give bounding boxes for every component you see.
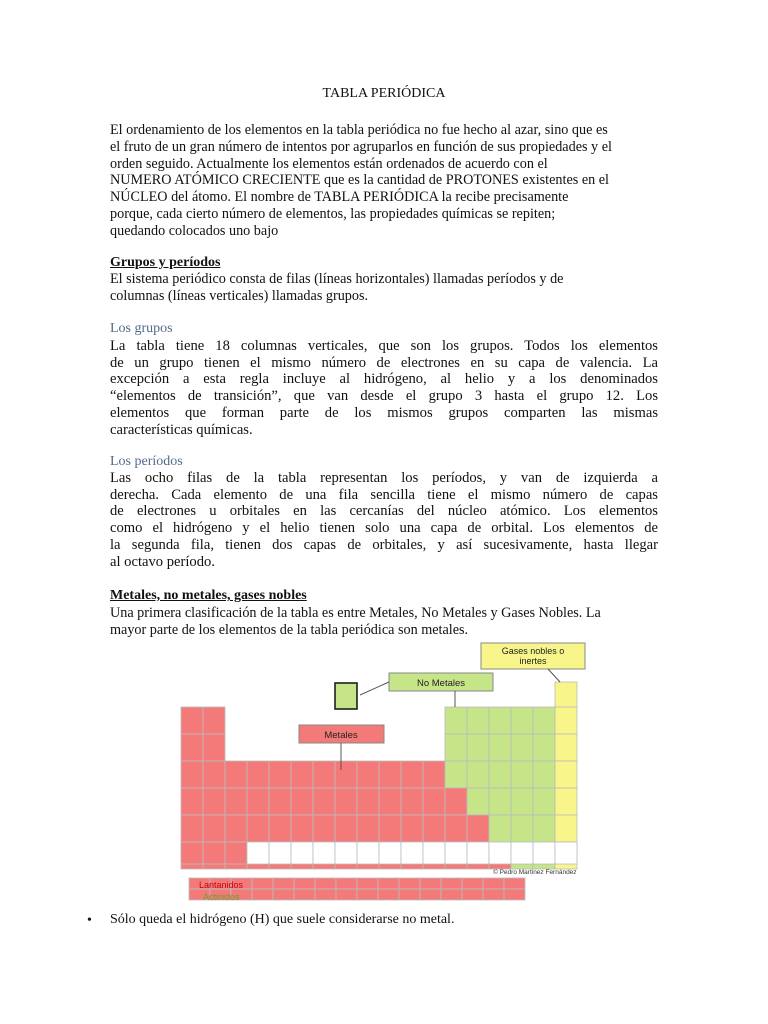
metal-cell	[181, 788, 203, 815]
nonmetal-cell	[533, 707, 555, 734]
lanthanide-cell	[420, 878, 441, 889]
paragraph-line: características químicas.	[110, 421, 253, 438]
empty-cell	[533, 842, 555, 864]
metal-cell	[203, 842, 225, 864]
paragraph-line: El sistema periódico consta de filas (líneas horizontales) llamadas períodos y de	[110, 271, 564, 287]
nonmetal-cell	[467, 788, 489, 815]
metal-cell	[335, 788, 357, 815]
paragraph-line: Las ocho filas de la tabla representan los períodos, y van de izquierda a	[110, 470, 658, 486]
metal-cell	[269, 788, 291, 815]
intro-line: orden seguido. Actualmente los elementos están ordenados de acuerdo con el	[110, 155, 548, 172]
empty-cell	[313, 842, 335, 864]
lanthanide-cell	[357, 878, 378, 889]
hydrogen-box	[335, 683, 357, 709]
nonmetal-cell	[445, 707, 467, 734]
metal-cell	[445, 815, 467, 842]
nonmetal-cell	[467, 707, 489, 734]
metales-label: Metales	[324, 730, 358, 741]
nonmetal-cell	[489, 761, 511, 788]
nonmetal-cell	[511, 788, 533, 815]
metal-cell	[203, 761, 225, 788]
gases-nobles-label-line1: Gases nobles o	[501, 646, 565, 656]
paragraph-line: excepción a esta regla incluye al hidrógeno, al helio y a los denominados	[110, 371, 658, 388]
paragraph-line: mayor parte de los elementos de la tabla periódica son metales.	[110, 621, 469, 638]
intro-line: quedando colocados uno bajo	[110, 222, 279, 239]
bullet-marker: •	[87, 913, 92, 928]
metal-cell	[225, 761, 247, 788]
noble-cell	[555, 761, 577, 788]
metal-cell	[269, 761, 291, 788]
intro-line: El ordenamiento de los elementos en la tabla periódica no fue hecho al azar, sino que es	[110, 122, 608, 138]
no-metales-label: No Metales	[416, 678, 466, 689]
actinide-cell	[504, 889, 525, 900]
nonmetal-cell	[489, 707, 511, 734]
empty-cell	[555, 842, 577, 864]
nonmetal-cell	[489, 734, 511, 761]
copyright-text: © Pedro Martinez Fernández	[493, 869, 577, 876]
gases-arrow	[548, 669, 560, 682]
metal-cell	[181, 842, 203, 864]
metal-cell	[313, 761, 335, 788]
paragraph-line: “elementos de transición”, que van desde el grupo 3 hasta el grupo 12. Los	[110, 388, 658, 405]
metal-cell	[203, 734, 225, 761]
nonmetal-cell	[445, 761, 467, 788]
metal-cell	[445, 788, 467, 815]
metal-cell	[225, 788, 247, 815]
metal-cell	[423, 761, 445, 788]
paragraph-line: de electrones u orbitales en las cercanías del núcleo atómico. Los elementos	[110, 503, 658, 520]
lanthanide-cell	[441, 878, 462, 889]
nonmetal-cell	[533, 815, 555, 842]
metal-cell	[313, 815, 335, 842]
lanthanide-cell	[252, 878, 273, 889]
paragraph-line: La tabla tiene 18 columnas verticales, que son los grupos. Todos los elementos	[110, 338, 658, 354]
metal-cell	[379, 815, 401, 842]
los-periodos-heading: Los períodos	[110, 454, 183, 469]
nonmetal-cell	[511, 815, 533, 842]
metal-cell	[401, 761, 423, 788]
lanthanide-cell	[483, 878, 504, 889]
page-title: TABLA PERIÓDICA	[322, 86, 446, 101]
actinide-cell	[462, 889, 483, 900]
metal-cell	[313, 788, 335, 815]
metal-cell	[225, 842, 247, 864]
metal-cell	[247, 815, 269, 842]
actinide-cell	[252, 889, 273, 900]
intro-line: el fruto de un gran número de intentos por agruparlos en función de sus propiedades y el	[110, 138, 612, 155]
lanthanide-cell	[336, 878, 357, 889]
los-grupos-heading: Los grupos	[110, 321, 173, 336]
metal-cell	[335, 815, 357, 842]
metal-cell	[379, 761, 401, 788]
nonmetal-cell	[511, 761, 533, 788]
metal-cell	[357, 815, 379, 842]
no-metales-arrow-left	[360, 682, 389, 695]
lanthanide-cell	[378, 878, 399, 889]
actinide-cell	[441, 889, 462, 900]
paragraph-line: al octavo período.	[110, 553, 215, 570]
lanthanide-cell	[315, 878, 336, 889]
paragraph-line: Una primera clasificación de la tabla es entre Metales, No Metales y Gases Nobles. La	[110, 605, 601, 621]
empty-cell	[291, 842, 313, 864]
empty-cell	[401, 842, 423, 864]
actinide-cell	[336, 889, 357, 900]
paragraph-line: de un grupo tienen el mismo número de electrones en su capa de valencia. La	[110, 354, 658, 371]
metal-cell	[181, 761, 203, 788]
actinide-cell	[399, 889, 420, 900]
grupos-periodos-heading: Grupos y períodos	[110, 255, 221, 270]
nonmetal-cell	[511, 707, 533, 734]
lanthanide-cell	[504, 878, 525, 889]
metal-cell	[291, 815, 313, 842]
empty-cell	[467, 842, 489, 864]
intro-line: NÚCLEO del átomo. El nombre de TABLA PERIÓDICA la recibe precisamente	[110, 189, 569, 206]
nonmetal-cell	[467, 734, 489, 761]
metal-cell	[379, 788, 401, 815]
lantanidos-label: Lantanidos	[199, 880, 244, 890]
metal-cell	[181, 734, 203, 761]
actinide-cell	[483, 889, 504, 900]
nonmetal-cell	[533, 788, 555, 815]
metal-cell	[291, 788, 313, 815]
metal-cell	[203, 707, 225, 734]
empty-cell	[335, 842, 357, 864]
nonmetal-cell	[489, 788, 511, 815]
empty-cell	[379, 842, 401, 864]
metal-cell	[203, 788, 225, 815]
lanthanide-cell	[294, 878, 315, 889]
paragraph-line: derecha. Cada elemento de una fila sencilla tiene el mismo número de capas	[110, 486, 658, 503]
lanthanide-cell	[399, 878, 420, 889]
paragraph-line: columnas (líneas verticales) llamadas grupos.	[110, 287, 369, 304]
paragraph-line: como el hidrógeno y el helio tienen solo una capa de orbital. Los elementos de	[110, 520, 658, 537]
metal-cell	[181, 815, 203, 842]
metal-cell	[423, 788, 445, 815]
metal-cell	[401, 815, 423, 842]
gases-nobles-label-line2: inertes	[519, 656, 547, 666]
empty-cell	[489, 842, 511, 864]
actinide-cell	[273, 889, 294, 900]
bullet-text: Sólo queda el hidrógeno (H) que suele considerarse no metal.	[110, 912, 455, 927]
nonmetal-cell	[489, 815, 511, 842]
nonmetal-cell	[533, 734, 555, 761]
actinide-cell	[315, 889, 336, 900]
noble-cell	[555, 734, 577, 761]
metal-cell	[467, 815, 489, 842]
metal-cell	[247, 761, 269, 788]
metal-cell	[401, 788, 423, 815]
empty-cell	[511, 842, 533, 864]
empty-cell	[269, 842, 291, 864]
metal-cell	[423, 815, 445, 842]
paragraph-line: la segunda fila, tienen dos capas de orbitales, y así sucesivamente, hasta llegar	[110, 536, 658, 553]
intro-line: porque, cada cierto número de elementos, las propiedades químicas se repiten;	[110, 205, 556, 222]
metal-cell	[335, 761, 357, 788]
metal-cell	[291, 761, 313, 788]
lanthanide-cell	[273, 878, 294, 889]
metal-cell	[357, 761, 379, 788]
noble-cell	[555, 707, 577, 734]
lanthanide-cell	[462, 878, 483, 889]
metal-cell	[247, 788, 269, 815]
actinide-cell	[357, 889, 378, 900]
actinide-cell	[294, 889, 315, 900]
actinide-cell	[378, 889, 399, 900]
actinide-cell	[420, 889, 441, 900]
nonmetal-cell	[445, 734, 467, 761]
metal-cell	[181, 707, 203, 734]
empty-cell	[445, 842, 467, 864]
noble-cell	[555, 788, 577, 815]
noble-cell	[555, 682, 577, 707]
nonmetal-cell	[467, 761, 489, 788]
metal-cell	[269, 815, 291, 842]
noble-cell	[555, 815, 577, 842]
metal-cell	[203, 815, 225, 842]
nonmetal-cell	[533, 761, 555, 788]
nonmetal-cell	[511, 734, 533, 761]
metales-heading: Metales, no metales, gases nobles	[110, 588, 307, 603]
empty-cell	[357, 842, 379, 864]
empty-cell	[247, 842, 269, 864]
actinidos-label: Actinidos	[203, 892, 240, 902]
metal-cell	[225, 815, 247, 842]
paragraph-line: elementos que forman parte de los mismos grupos comparten las mismas	[110, 404, 658, 421]
metal-cell	[357, 788, 379, 815]
intro-line: NUMERO ATÓMICO CRECIENTE que es la cantidad de PROTONES existentes en el	[110, 172, 609, 189]
empty-cell	[423, 842, 445, 864]
